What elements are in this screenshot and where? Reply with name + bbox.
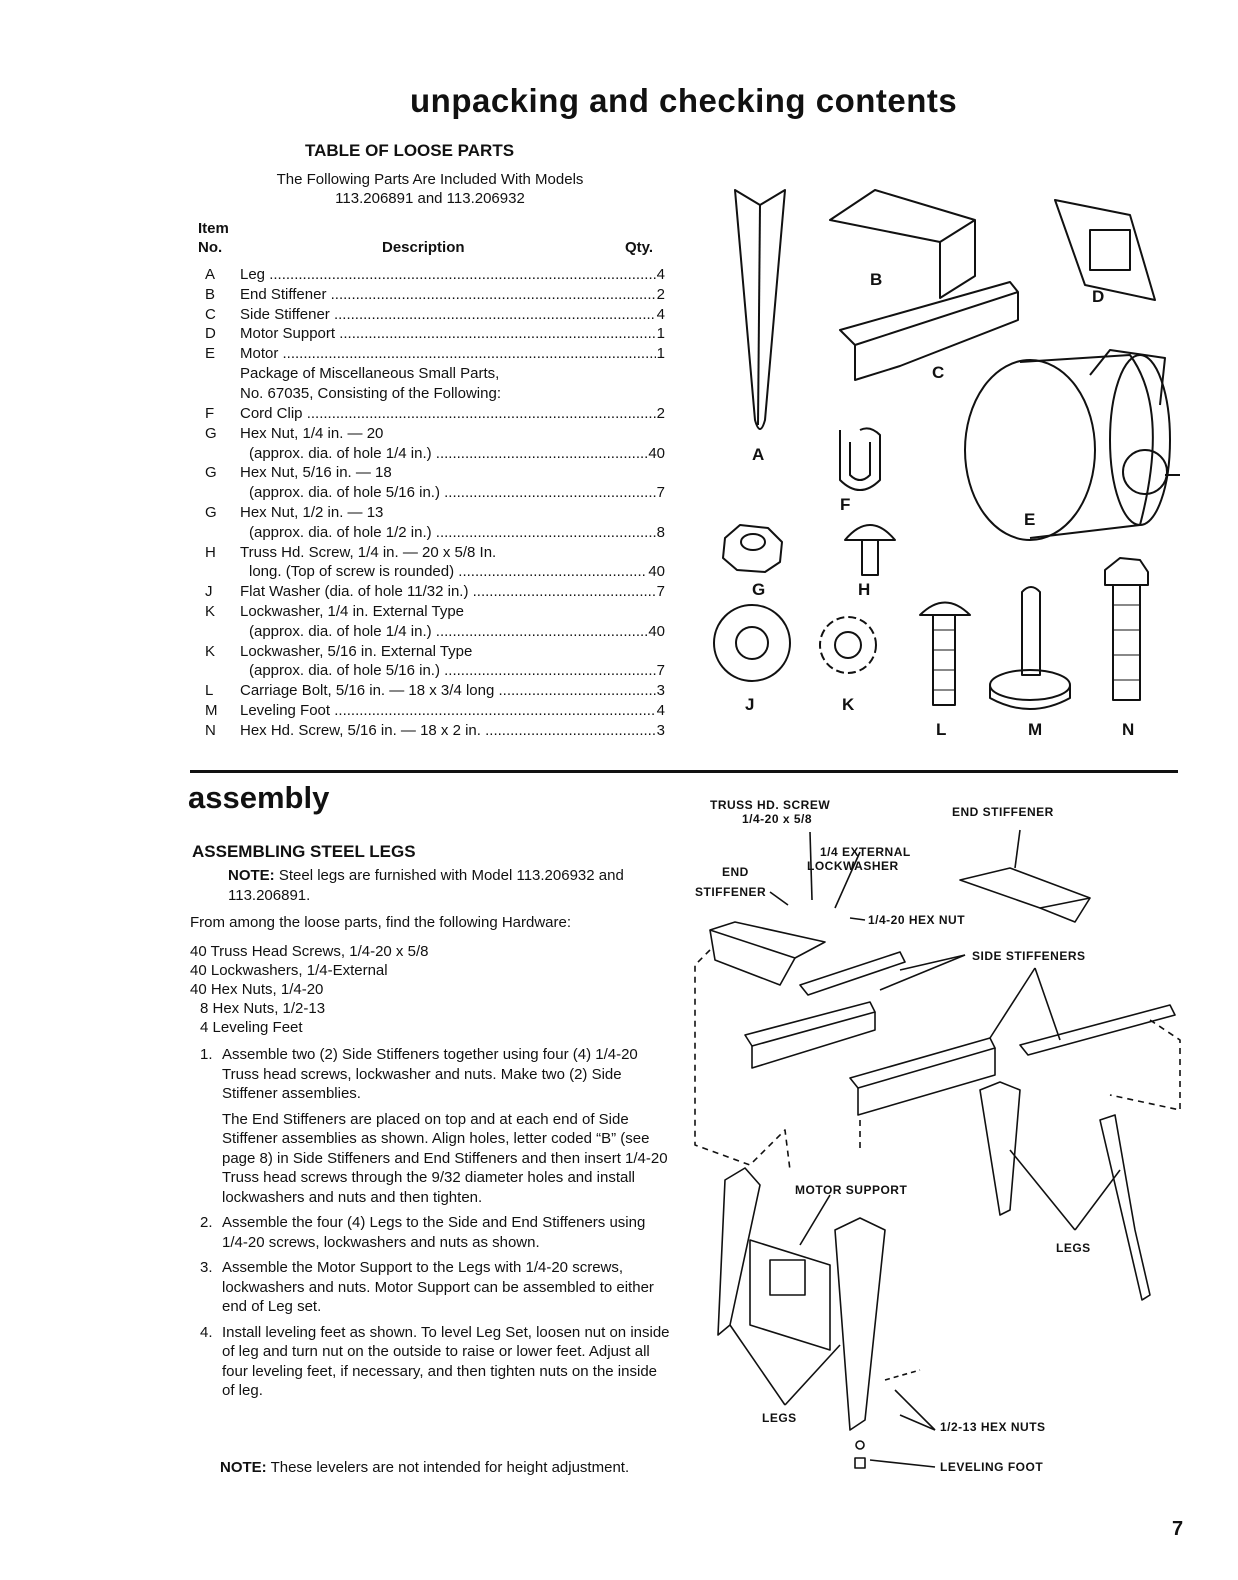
step-text: Assemble the four (4) Legs to the Side and End Stiffeners using 1/4-20 screws, lockwashers and nuts as shown.: [222, 1214, 646, 1251]
part-description: Flat Washer (dia. of hole 11/32 in.) .....: [240, 582, 656, 602]
part-qty: 2: [656, 404, 665, 422]
part-description: Truss Hd. Screw, 1/4 in. — 20 x 5/8 In.: [240, 543, 497, 561]
part-row: [205, 582, 665, 602]
part-letter: G: [205, 503, 217, 521]
note-label: NOTE:: [228, 867, 275, 884]
part-qty: [664, 602, 665, 622]
part-row: [205, 562, 665, 582]
part-letter: [205, 444, 240, 464]
label-hex-nut: 1/4-20 HEX NUT: [868, 913, 966, 927]
label-truss-screw: TRUSS HD. SCREW: [710, 798, 831, 812]
part-label-c: C: [932, 363, 945, 382]
note-levelers: [220, 1458, 665, 1478]
part-letter: H: [205, 543, 216, 561]
label-legs-left: LEGS: [762, 1411, 797, 1425]
table-subtitle: The Following Parts Are Included With Models 113.206891 and 113.206932: [276, 171, 584, 207]
part-row: [205, 642, 665, 662]
label-stiffener: STIFFENER: [695, 885, 767, 899]
part-row: [205, 543, 665, 563]
part-qty: 4: [656, 266, 665, 283]
part-letter: G: [205, 464, 217, 482]
part-description: Hex Nut, 1/4 in. — 20: [240, 424, 384, 442]
step-1: [200, 1045, 670, 1207]
part-description: (approx. dia. of hole 1/2 in.) .....: [240, 523, 656, 543]
part-label-f: F: [840, 495, 851, 514]
label-end: END: [722, 865, 749, 879]
hardware-item: 40 Truss Head Screws, 1/4-20 x 5/8: [190, 943, 429, 960]
step-number: 1.: [200, 1046, 213, 1063]
hardware-list: [190, 942, 490, 1037]
hex-nut-drawing: [723, 525, 782, 572]
step-text: Install leveling feet as shown. To level Leg Set, loosen nut on inside of leg and turn nut on the outside to raise or lower feet. Adjust all four leveling feet, if necessary, and then tighten nuts on the inside of leg.: [222, 1323, 670, 1399]
part-qty: 8: [656, 523, 665, 541]
label-leveling-foot: LEVELING FOOT: [940, 1460, 1044, 1474]
part-description: (approx. dia. of hole 1/4 in.) .....: [240, 444, 647, 464]
part-label-g: G: [752, 580, 766, 599]
col-header-description: Description: [382, 239, 465, 256]
part-label-m: M: [1028, 720, 1043, 739]
part-row: [205, 483, 665, 503]
step-text: Assemble two (2) Side Stiffeners together using four (4) 1/4-20 Truss head screws, lockwasher and nuts. Make two (2) Side Stiffener assemblies.: [222, 1046, 638, 1102]
part-letter: G: [205, 424, 217, 442]
step-2: [200, 1213, 670, 1252]
part-letter: [205, 622, 240, 642]
part-description: Leveling Foot .....: [240, 701, 656, 721]
part-qty: 40: [648, 444, 665, 462]
part-row: [205, 285, 665, 305]
side-stiffener-drawing: [840, 282, 1018, 380]
assembly-title: assembly: [188, 780, 330, 815]
part-qty: 7: [656, 484, 665, 502]
assembly-diagram: [690, 790, 1190, 1490]
part-qty: [664, 463, 665, 483]
part-description: (approx. dia. of hole 5/16 in.) .....: [240, 661, 656, 681]
part-letter: A: [205, 266, 216, 283]
part-description: Hex Hd. Screw, 5/16 in. — 18 x 2 in. .....: [240, 721, 656, 741]
col-header-qty: Qty.: [625, 239, 654, 256]
end-stiffener-drawing: [830, 190, 975, 298]
part-qty: 7: [656, 583, 665, 601]
label-legs-right: LEGS: [1056, 1241, 1091, 1255]
hardware-item: 8 Hex Nuts, 1/2-13: [200, 1000, 326, 1017]
part-qty: 3: [656, 682, 665, 700]
part-qty: [664, 424, 665, 444]
part-letter: L: [205, 682, 214, 700]
part-qty: 1: [656, 345, 665, 363]
label-hex-nuts: 1/2-13 HEX NUTS: [940, 1420, 1046, 1434]
part-row: [205, 602, 665, 622]
part-description: Side Stiffener .....: [240, 305, 656, 325]
truss-screw-drawing: [845, 525, 895, 575]
label-lockwasher: LOCKWASHER: [807, 859, 899, 873]
col-header-no: No.: [198, 239, 223, 256]
part-letter: M: [205, 701, 218, 719]
cord-clip-drawing: [840, 428, 880, 490]
part-label-l: L: [936, 720, 947, 739]
hardware-item: 40 Hex Nuts, 1/4-20: [190, 981, 324, 998]
part-qty: [664, 503, 665, 523]
part-description: Lockwasher, 5/16 in. External Type: [240, 642, 473, 660]
part-qty: 40: [648, 622, 665, 640]
part-letter: F: [205, 404, 215, 422]
section-heading: ASSEMBLING STEEL LEGS: [192, 842, 416, 861]
part-description: Motor .....: [240, 344, 656, 364]
step-number: 4.: [200, 1323, 213, 1341]
part-qty: 4: [656, 701, 665, 719]
flat-washer-drawing: [714, 605, 790, 681]
part-label-b: B: [870, 270, 883, 289]
part-qty: 1: [656, 325, 665, 343]
leveling-foot-drawing: [990, 587, 1070, 709]
part-description: Motor Support .....: [240, 324, 656, 344]
part-row: [205, 701, 665, 721]
part-label-d: D: [1092, 287, 1105, 306]
part-qty: 2: [656, 285, 665, 303]
part-letter: J: [205, 583, 213, 601]
leg-drawing: [735, 190, 785, 429]
note-text: These levelers are not intended for height adjustment.: [266, 1459, 630, 1476]
page-title: unpacking and checking contents: [410, 82, 958, 119]
part-row: [205, 622, 665, 642]
part-letter: K: [205, 602, 216, 620]
part-letter: N: [205, 721, 216, 739]
part-description: Leg .....: [240, 265, 656, 285]
part-letter: D: [205, 325, 216, 343]
part-label-a: A: [752, 445, 765, 464]
part-label-e: E: [1024, 510, 1036, 529]
part-row: [205, 424, 665, 444]
part-qty: 4: [656, 305, 665, 323]
part-description: (approx. dia. of hole 5/16 in.) .....: [240, 483, 656, 503]
part-letter: K: [205, 642, 216, 660]
label-end-stiffener-top: END STIFFENER: [952, 805, 1054, 819]
part-qty: 7: [656, 662, 665, 680]
part-description: Hex Nut, 1/2 in. — 13: [240, 503, 384, 521]
part-letter: B: [205, 285, 216, 303]
part-description: Hex Nut, 5/16 in. — 18: [240, 464, 392, 482]
part-description: Cord Clip .....: [240, 404, 656, 424]
part-row: [205, 721, 665, 741]
part-description: long. (Top of screw is rounded) .....: [240, 562, 647, 582]
col-header-item: Item: [198, 220, 229, 237]
hardware-item: 4 Leveling Feet: [200, 1019, 303, 1036]
part-letter: [205, 562, 240, 582]
part-row: [205, 681, 665, 701]
part-letter: C: [205, 305, 216, 323]
step-text: Assemble the Motor Support to the Legs with 1/4-20 screws, lockwashers and nuts. Motor Support can be assembled to either end of Leg set.: [222, 1259, 654, 1315]
hardware-intro: From among the loose parts, find the following Hardware:: [190, 914, 572, 931]
part-description: Lockwasher, 1/4 in. External Type: [240, 602, 465, 620]
part-description: Carriage Bolt, 5/16 in. — 18 x 3/4 long .....: [240, 681, 656, 701]
part-letter: [205, 483, 240, 503]
part-label-k: K: [842, 695, 855, 714]
part-row: [205, 523, 665, 543]
table-title: TABLE OF LOOSE PARTS: [305, 141, 515, 160]
carriage-bolt-drawing: [920, 603, 970, 706]
part-label-h: H: [858, 580, 871, 599]
step-4: [200, 1323, 670, 1401]
parts-list: [205, 265, 665, 741]
label-side-stiffeners: SIDE STIFFENERS: [972, 949, 1086, 963]
part-letter: [205, 523, 240, 543]
part-row: [205, 305, 665, 325]
part-row: [205, 344, 665, 364]
package-line-1: Package of Miscellaneous Small Parts,: [240, 364, 500, 382]
part-row: [205, 661, 665, 681]
lockwasher-drawing: [820, 617, 876, 673]
part-row: [205, 444, 665, 464]
hardware-item: 40 Lockwashers, 1/4-External: [190, 962, 388, 979]
note-label: NOTE:: [220, 1459, 267, 1476]
label-truss-screw-size: 1/4-20 x 5/8: [742, 812, 813, 826]
part-label-n: N: [1122, 720, 1135, 739]
part-qty: 40: [648, 563, 665, 581]
assembly-steps: [200, 1045, 670, 1407]
label-motor-support: MOTOR SUPPORT: [795, 1183, 908, 1197]
part-row: [205, 503, 665, 523]
page-number: 7: [1172, 1518, 1184, 1540]
motor-drawing: [965, 350, 1180, 540]
part-description: End Stiffener .....: [240, 285, 656, 305]
note-steel-legs: [228, 866, 668, 905]
part-row: [205, 404, 665, 424]
hex-head-screw-drawing: [1105, 558, 1148, 700]
part-row: [205, 463, 665, 483]
part-label-j: J: [745, 695, 755, 714]
package-line-2: No. 67035, Consisting of the Following:: [240, 384, 501, 402]
step-text: The End Stiffeners are placed on top and at each end of Side Stiffener assemblies as shown. Align holes, letter coded “B” (see page 8) in Side Stiffeners and End Stiffeners and then insert 1/4-20 Truss head screws through the 9/32 diameter holes and install lockwashers and nuts and then tighten.: [222, 1110, 668, 1206]
part-qty: [664, 642, 665, 662]
part-qty: [664, 543, 665, 563]
motor-support-drawing: [1055, 200, 1155, 300]
part-letter: E: [205, 345, 216, 363]
label-external-lockwasher: 1/4 EXTERNAL: [820, 845, 911, 859]
section-divider: [190, 770, 1178, 773]
note-text: Steel legs are furnished with Model 113.206932 and 113.206891.: [228, 867, 624, 904]
parts-illustration: [700, 180, 1180, 750]
step-number: 2.: [200, 1214, 213, 1231]
step-number: 3.: [200, 1259, 213, 1276]
part-row: [205, 324, 665, 344]
part-row: [205, 265, 665, 285]
step-3: [200, 1258, 670, 1317]
part-description: (approx. dia. of hole 1/4 in.) .....: [240, 622, 647, 642]
part-qty: 3: [656, 721, 665, 739]
part-letter: [205, 661, 240, 681]
